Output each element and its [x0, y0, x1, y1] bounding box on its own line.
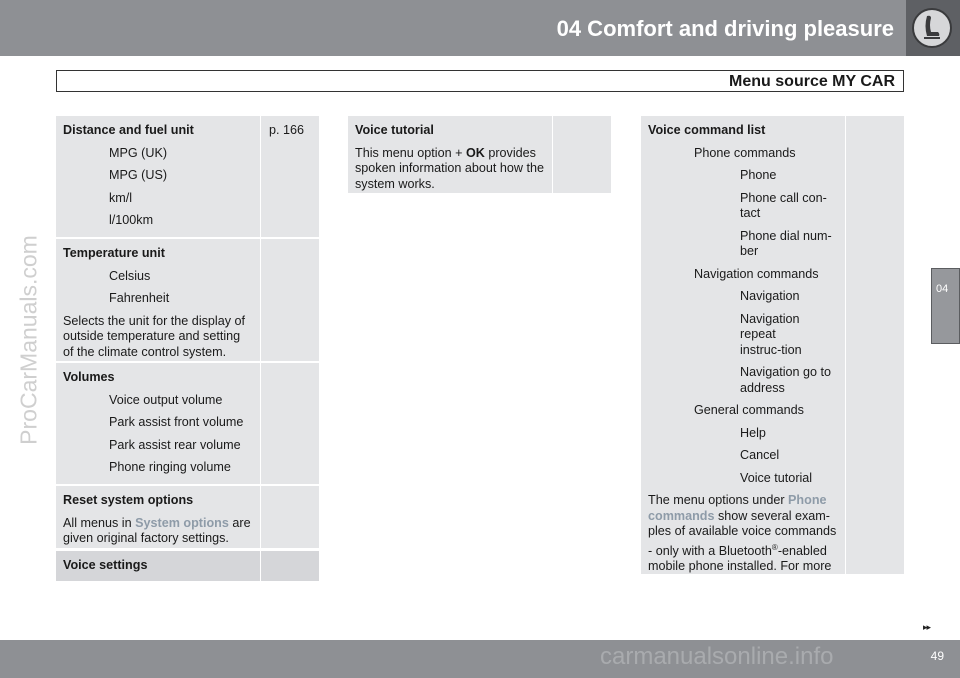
voice-settings-title: Voice settings: [63, 558, 148, 572]
reset-description: All menus in System options are given original factory settings.: [63, 515, 251, 545]
reset-ref-cell: [261, 486, 319, 548]
distance-item: km/l: [109, 190, 133, 205]
command-item: Cancel: [740, 448, 780, 462]
navigation-commands-heading: Navigation commands: [694, 266, 819, 281]
volumes-item: Park assist rear volume: [109, 437, 241, 452]
command-item: Navigation repeat instruc-tion: [740, 311, 802, 357]
chapter-title: 04 Comfort and driving pleasure: [556, 16, 894, 41]
voice-settings-ref-cell: [261, 551, 319, 581]
command-item: Help: [740, 425, 766, 440]
volumes-ref-cell: [261, 363, 319, 484]
command-item: Phone dial num-ber: [740, 228, 832, 258]
seat-icon: [910, 6, 954, 50]
distance-cell: [56, 116, 260, 237]
command-item: Navigation: [740, 289, 800, 303]
chapter-tab[interactable]: [931, 268, 960, 344]
volumes-title: Volumes: [63, 370, 115, 384]
temperature-ref-cell: [261, 239, 319, 361]
phone-commands-link[interactable]: Phone commands: [648, 493, 827, 523]
section-title: Menu source MY CAR: [729, 73, 895, 90]
general-commands-heading: General commands: [694, 403, 804, 417]
command-item: Phone: [740, 168, 777, 182]
page-number: 49: [930, 649, 944, 663]
phone-commands-heading: Phone commands: [694, 145, 796, 160]
bottom-watermark: carmanualsonline.info: [600, 643, 834, 670]
distance-item: l/100km: [109, 213, 154, 227]
section-header: [56, 70, 904, 92]
volumes-item: Phone ringing volume: [109, 460, 231, 474]
system-options-link[interactable]: System options: [135, 515, 229, 530]
distance-ref-cell: [261, 116, 319, 237]
voice-command-list-cell: [641, 116, 845, 574]
voice-tutorial-title: Voice tutorial: [355, 123, 434, 137]
temperature-description: Selects the unit for the display of outside temperature and setting of the climate control system.: [63, 313, 246, 359]
voice-tutorial-cell: [348, 116, 552, 193]
volumes-item: Park assist front volume: [109, 415, 244, 429]
temperature-cell: [56, 239, 260, 361]
distance-item: MPG (UK): [109, 145, 168, 160]
voice-command-ref-cell: [846, 116, 904, 574]
temperature-title: Temperature unit: [63, 246, 165, 260]
command-item: Voice tutorial: [740, 470, 813, 485]
reset-title: Reset system options: [63, 493, 194, 507]
command-item: Navigation go to address: [740, 365, 832, 395]
distance-title: Distance and fuel unit: [63, 123, 194, 137]
next-page-arrows: ▸▸: [923, 622, 931, 632]
voice-command-list-title: Voice command list: [648, 123, 766, 137]
chapter-tab-label: 04: [936, 283, 949, 295]
reset-cell: [56, 486, 260, 548]
page-reference[interactable]: p. 166: [269, 123, 305, 137]
voice-settings-cell: [56, 551, 260, 581]
temperature-item: Fahrenheit: [109, 291, 170, 305]
voice-tutorial-ref-cell: [553, 116, 611, 193]
volumes-cell: [56, 363, 260, 484]
side-watermark: ProCarManuals.com: [15, 235, 42, 445]
voice-tutorial-description: This menu option + OK provides spoken information about how the system works.: [355, 145, 545, 191]
command-item: Phone call con-tact: [740, 190, 827, 220]
temperature-item: Celsius: [109, 268, 151, 283]
distance-item: MPG (US): [109, 168, 168, 182]
voice-command-description: The menu options under Phone commands show several exam-ples of available voice commands - only with a Bluetooth®-enabled mobile phone installed. For more: [648, 493, 837, 574]
volumes-item: Voice output volume: [109, 392, 223, 407]
